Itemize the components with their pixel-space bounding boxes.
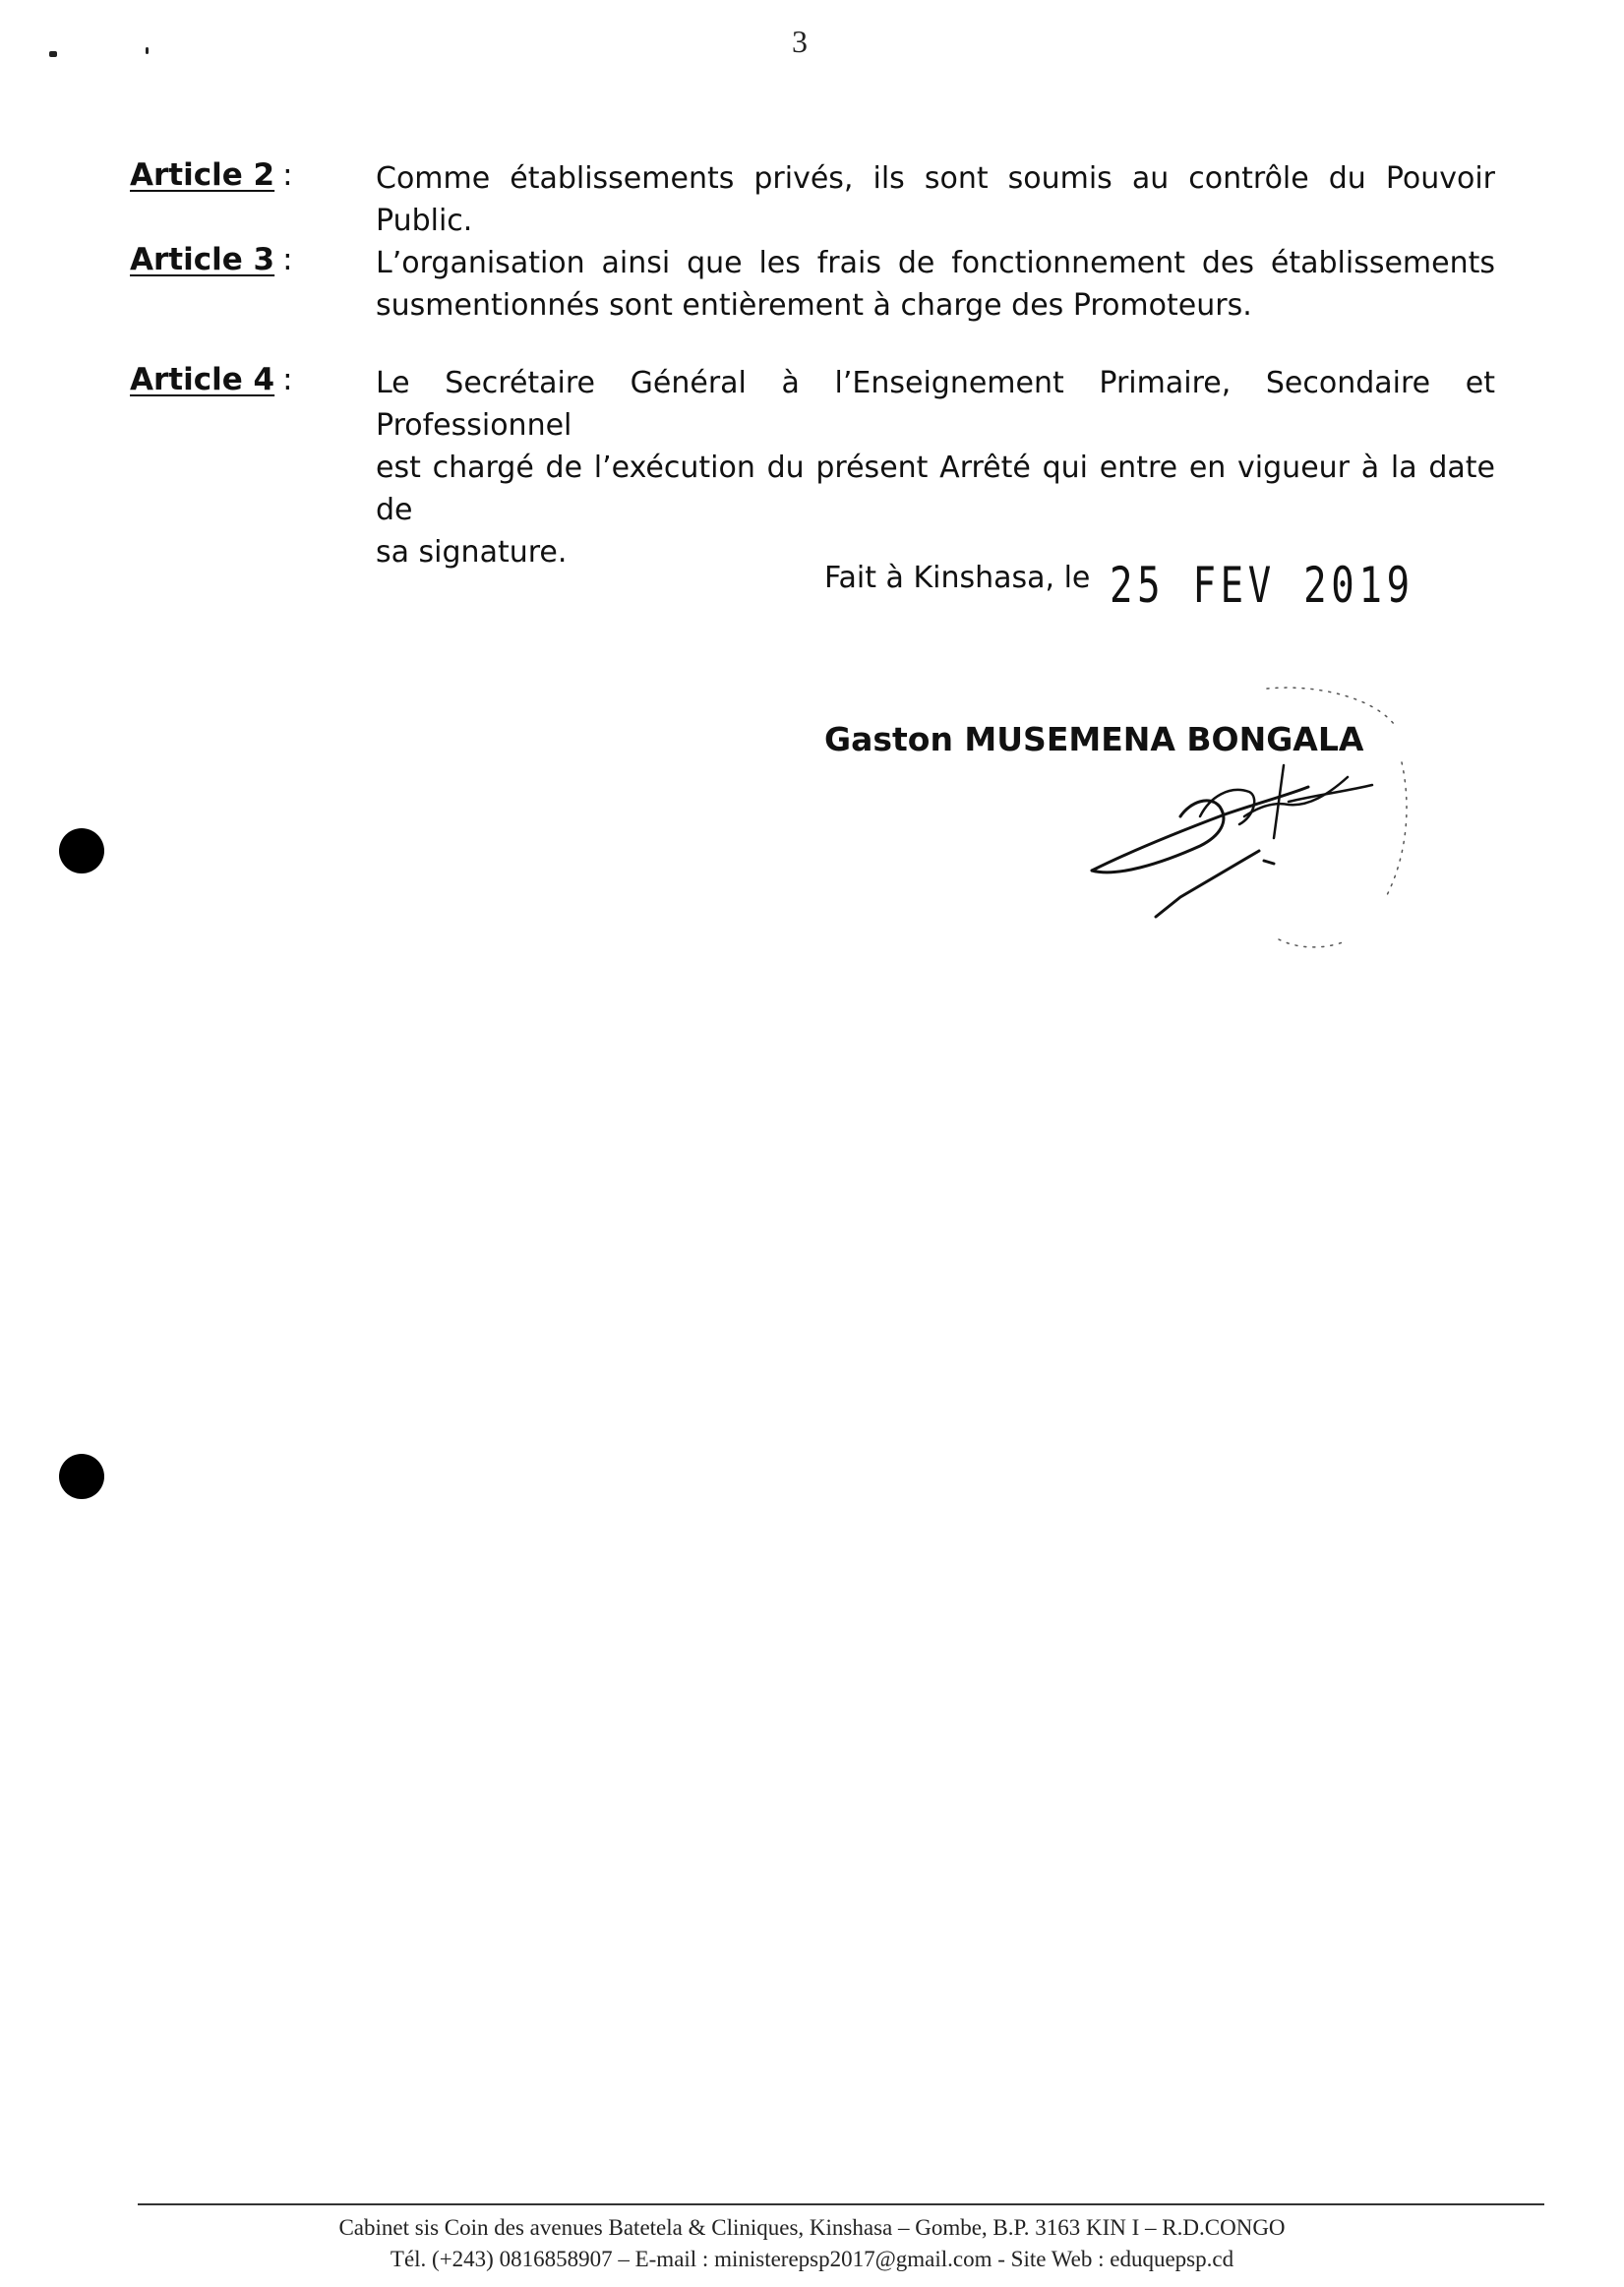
article-label	[130, 362, 293, 397]
article-text-line: est chargé de l’exécution du présent Arrêté qui entre en vigueur à la date de	[376, 451, 1495, 527]
article-text-line: Comme établissements privés, ils sont soumis au contrôle du Pouvoir Public.	[376, 161, 1495, 238]
article-label-text: Article 4	[130, 362, 275, 397]
article-label-colon: :	[282, 157, 293, 193]
article-label-text: Article 2	[130, 157, 275, 193]
handwritten-signature	[1062, 669, 1436, 954]
footer-divider	[138, 2203, 1544, 2205]
place-date-label: Fait à Kinshasa, le	[824, 561, 1091, 595]
page-number: 3	[792, 24, 808, 59]
article-text-line: Le Secrétaire Général à l’Enseignement Primaire, Secondaire et Professionnel	[376, 366, 1495, 443]
footer-address: Cabinet sis Coin des avenues Batetela & Cliniques, Kinshasa – Gombe, B.P. 3163 KIN I – R.D.CONGO	[338, 2215, 1286, 2240]
article-text	[376, 362, 1495, 573]
punch-hole	[59, 828, 104, 873]
stamped-date: 25 FEV 2019	[1110, 557, 1414, 614]
article-label-colon: :	[282, 362, 293, 397]
article-label	[130, 242, 293, 277]
scan-mark	[146, 47, 149, 54]
punch-hole	[59, 1454, 104, 1499]
article-text-line: susmentionnés sont entièrement à charge des Promoteurs.	[376, 288, 1252, 323]
scan-mark	[49, 51, 57, 57]
article-label-colon: :	[282, 242, 293, 277]
footer-contact: Tél. (+243) 0816858907 – E-mail : ministerepsp2017@gmail.com - Site Web : eduquepsp.cd	[390, 2247, 1234, 2271]
article-text-line: sa signature.	[376, 535, 568, 570]
article-text-line: L’organisation ainsi que les frais de fonctionnement des établissements	[376, 246, 1495, 280]
signatory-name: Gaston MUSEMENA BONGALA	[824, 720, 1364, 758]
article-label	[130, 157, 293, 193]
article-text	[376, 157, 1495, 242]
article-text	[376, 242, 1495, 327]
article-label-text: Article 3	[130, 242, 275, 277]
